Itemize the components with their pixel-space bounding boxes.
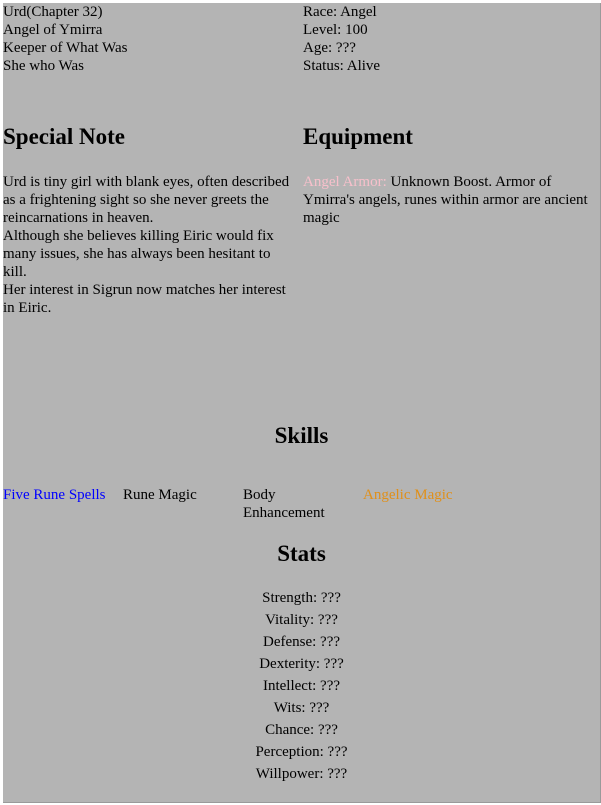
level-text: Level: 100 [303, 22, 368, 38]
character-name: Urd(Chapter 32) [3, 4, 103, 20]
character-sheet-panel [3, 3, 601, 803]
equipment-item-description: Unknown Boost. Armor of Ymirra's angels, runes within armor are ancient magic [303, 174, 588, 226]
stat-defense: Defense: ??? [262, 634, 341, 650]
special-note-paragraph-1: Urd is tiny girl with blank eyes, often described as a frightening sight so she never greets the reincarnations in heaven. [3, 174, 290, 226]
skills-heading: Skills [274, 423, 329, 448]
skill-five-rune-spells: Five Rune Spells [3, 487, 106, 503]
character-title-2: Keeper of What Was [3, 40, 128, 56]
stat-intellect: Intellect: ??? [262, 678, 341, 694]
stat-vitality: Vitality: ??? [265, 612, 338, 628]
equipment-item [303, 173, 595, 227]
stat-willpower: Willpower: ??? [255, 766, 348, 782]
skill-body-enhancement: Body Enhancement [243, 487, 325, 521]
equipment-section [303, 123, 595, 227]
stats-heading: Stats [277, 541, 326, 566]
character-title-3: She who Was [3, 58, 85, 74]
character-info [303, 3, 595, 75]
status-text: Status: Alive [303, 58, 381, 74]
special-note-heading: Special Note [3, 124, 126, 149]
race-text: Race: Angel [303, 4, 377, 20]
stat-chance: Chance: ??? [265, 722, 338, 738]
stats-list [3, 587, 600, 785]
special-note-paragraph-2: Although she believes killing Eiric would fix many issues, she has always been hesitant to kill. [3, 228, 274, 280]
skill-angelic-magic: Angelic Magic [363, 487, 453, 503]
character-title-1: Angel of Ymirra [3, 22, 103, 38]
stat-wits: Wits: ??? [273, 700, 330, 716]
skills-list [3, 486, 600, 526]
skill-rune-magic: Rune Magic [123, 487, 197, 503]
equipment-item-name: Angel Armor: [303, 174, 387, 190]
equipment-heading: Equipment [303, 124, 413, 149]
stat-dexterity: Dexterity: ??? [259, 656, 344, 672]
age-text: Age: ??? [303, 40, 356, 56]
special-note-section [3, 123, 295, 317]
character-titles [3, 3, 295, 75]
stat-perception: Perception: ??? [255, 744, 348, 760]
special-note-paragraph-3: Her interest in Sigrun now matches her interest in Eiric. [3, 282, 286, 316]
stat-strength: Strength: ??? [262, 590, 341, 606]
